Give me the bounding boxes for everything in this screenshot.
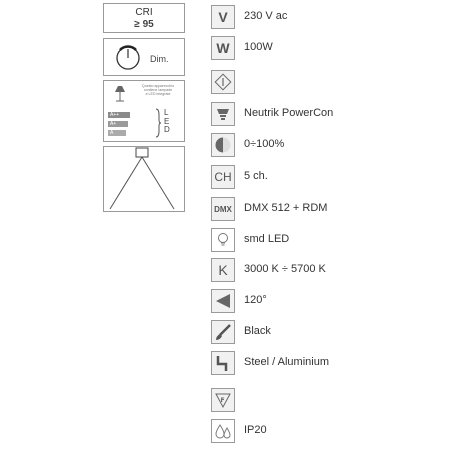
beam-cone-icon [104,147,184,211]
power-icon: W [211,36,235,60]
bulb-icon [211,228,235,252]
water-drops-icon [211,419,235,443]
spec-light-source-text: smd LED [244,233,290,245]
connector-icon [211,102,235,126]
half-circle-dimming-icon [211,133,235,157]
spec-color-temp-text: 3000 K ÷ 5700 K [244,263,326,275]
spec-beam-angle-text: 120° [244,294,267,306]
spec-ip-rating-text: IP20 [244,424,267,436]
dmx-icon: DMX [211,197,235,221]
led-letters: L E D [164,108,170,134]
spec-power-text: 100W [244,41,273,53]
spec-voltage-text: 230 V ac [244,10,288,22]
dim-badge [103,38,185,76]
lamp-icon [112,84,128,104]
spec-dimming-text: 0÷100% [244,138,285,150]
energy-text: Questo apparecchio contiene lampade a LED integrate [141,84,175,97]
spec-connector-text: Neutrik PowerCon [244,107,334,119]
spec-protocol-text: DMX 512 + RDM [244,202,328,214]
dimmer-knob-icon [110,39,150,75]
paintbrush-icon [211,320,235,344]
energy-class-a-plus-plus: A++ [108,112,130,118]
bracket-icon [154,108,162,138]
kelvin-icon: K [211,258,235,282]
voltage-icon: V [211,5,235,29]
beam-angle-icon [211,289,235,313]
cri-label: CRI [135,7,153,18]
beam-diagram [103,146,185,212]
dim-label: Dim. [150,54,169,64]
energy-label [103,80,185,142]
spec-material-text: Steel / Aluminium [244,356,329,368]
profile-icon [211,351,235,375]
spec-channels-text: 5 ch. [244,170,268,182]
spec-finish-text: Black [244,325,271,337]
svg-text:F: F [220,397,225,404]
energy-class-a-plus: A+ [108,121,128,127]
channels-icon: CH [211,165,235,189]
energy-class-a: A [108,130,126,136]
safety-class-icon [211,70,235,94]
cri-badge [103,3,185,33]
cri-value: ≥ 95 [134,19,154,30]
f-surface-icon [211,388,235,412]
